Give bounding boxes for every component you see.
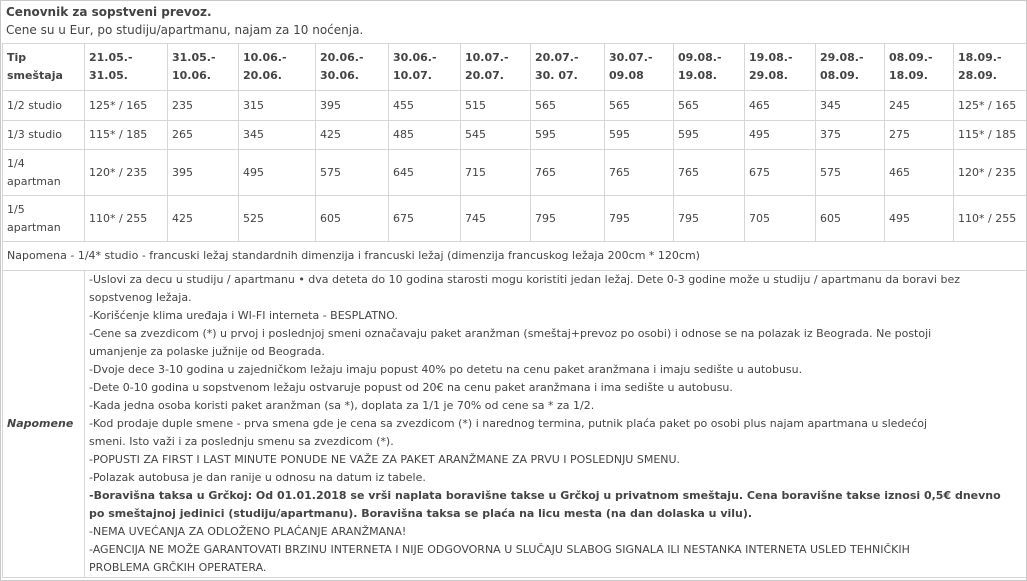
note-line: -Korišćenje klima uređaja i WI-FI interneta - BESPLATNO. — [89, 309, 398, 322]
price-cell: 425 — [316, 121, 389, 150]
period-label: 19.08. — [678, 69, 717, 82]
header-cell-period — [461, 44, 531, 91]
period-label: 29.08. — [749, 69, 788, 82]
price-cell: 465 — [885, 150, 954, 196]
period-label: 18.09.- — [958, 51, 1002, 64]
header-cell-period — [745, 44, 816, 91]
period-label: 10.07.- — [465, 51, 509, 64]
accommodation-type-cell — [3, 196, 85, 242]
price-cell: 645 — [389, 150, 461, 196]
note-line: PROBLEMA GRČKIH OPERATERA. — [89, 561, 267, 574]
price-cell: 565 — [605, 91, 674, 121]
period-label: 28.09. — [958, 69, 997, 82]
price-cell: 245 — [885, 91, 954, 121]
price-cell: 495 — [745, 121, 816, 150]
price-cell: 120* / 235 — [954, 150, 1027, 196]
period-label: 09.08 — [609, 69, 644, 82]
price-cell: 485 — [389, 121, 461, 150]
note-line: -Polazak autobusa je dan ranije u odnosu na datum iz tabele. — [89, 471, 426, 484]
accommodation-type-cell — [3, 121, 85, 150]
price-cell: 595 — [605, 121, 674, 150]
note-line: -Kod prodaje duple smene - prva smena gde je cena sa zvezdicom (*) i narednog termina, putnik plaća paket po osobi plus najam apartmana u sledećoj — [89, 417, 928, 430]
header-type-label: smeštaja — [7, 69, 63, 82]
accommodation-type-label: 1/5 — [7, 202, 25, 216]
header-type-label: Tip — [7, 51, 27, 64]
price-table — [2, 43, 1027, 578]
period-label: 21.05.- — [89, 51, 133, 64]
price-list-subtitle: Cene su u Eur, po studiju/apartmanu, najam za 10 noćenja. — [6, 23, 364, 37]
note-line: smeni. Isto važi i za poslednju smenu sa zvezdicom (*). — [89, 435, 394, 448]
accommodation-type-cell — [3, 91, 85, 121]
price-cell: 115* / 185 — [954, 121, 1027, 150]
note-line: -POPUSTI ZA FIRST I LAST MINUTE PONUDE NE VAŽE ZA PAKET ARANŽMANE ZA PRVU I POSLEDNJU SMENU. — [89, 453, 681, 466]
note-line: umanjenje za polaske južnije od Beograda. — [89, 345, 325, 358]
table-row — [3, 121, 1027, 150]
price-cell: 125* / 165 — [85, 91, 168, 121]
accommodation-type-cell — [3, 150, 85, 196]
header-cell-type — [3, 44, 85, 91]
period-label: 20.06.- — [320, 51, 364, 64]
header-cell-period — [531, 44, 605, 91]
note-line: -AGENCIJA NE MOŽE GARANTOVATI BRZINU INTERNETA I NIJE ODGOVORNA U SLUČAJU SLABOG SIGNALA ILI NESTANKA INTERNETA USLED TEHNIČKIH — [89, 543, 910, 556]
price-cell: 495 — [239, 150, 316, 196]
price-cell: 605 — [816, 196, 885, 242]
period-label: 30.06. — [320, 69, 359, 82]
price-cell: 605 — [316, 196, 389, 242]
price-cell: 795 — [674, 196, 745, 242]
header-cell-period — [316, 44, 389, 91]
price-cell: 675 — [745, 150, 816, 196]
period-label: 30. 07. — [535, 69, 578, 82]
note-line: po smeštajnoj jedinici (studiju/apartmanu). Boravišna taksa se plaća na licu mesta (na dan dolaska u vilu). — [89, 507, 753, 520]
table-footnote-row — [3, 242, 1027, 271]
price-cell: 795 — [531, 196, 605, 242]
price-cell: 745 — [461, 196, 531, 242]
table-header-row — [3, 44, 1027, 91]
price-cell: 125* / 165 — [954, 91, 1027, 121]
price-cell: 345 — [816, 91, 885, 121]
price-cell: 395 — [316, 91, 389, 121]
price-cell: 525 — [239, 196, 316, 242]
header-cell-period — [954, 44, 1027, 91]
price-cell: 315 — [239, 91, 316, 121]
price-cell: 345 — [239, 121, 316, 150]
price-cell: 575 — [316, 150, 389, 196]
price-cell: 565 — [674, 91, 745, 121]
period-label: 08.09.- — [889, 51, 933, 64]
header-cell-period — [239, 44, 316, 91]
period-label: 10.06. — [172, 69, 211, 82]
accommodation-type-label: 1/4 — [7, 156, 25, 170]
header-cell-period — [605, 44, 674, 91]
price-list-title: Cenovnik za sopstveni prevoz. — [6, 5, 212, 19]
period-label: 18.09. — [889, 69, 928, 82]
price-cell: 495 — [885, 196, 954, 242]
header-cell-period — [168, 44, 239, 91]
price-cell: 765 — [531, 150, 605, 196]
note-line: -Boravišna taksa u Grčkoj: Od 01.01.2018 se vrši naplata boravišne takse u Grčkoj u privatnom smeštaju. Cena boravišne takse iznosi 0,5€ dnevno — [89, 489, 1001, 502]
price-cell: 795 — [605, 196, 674, 242]
table-row — [3, 196, 1027, 242]
period-label: 10.06.- — [243, 51, 287, 64]
price-cell: 395 — [168, 150, 239, 196]
price-cell: 705 — [745, 196, 816, 242]
period-label: 20.07. — [465, 69, 504, 82]
price-cell: 110* / 255 — [954, 196, 1027, 242]
price-cell: 375 — [816, 121, 885, 150]
period-label: 10.07. — [393, 69, 432, 82]
price-cell: 115* / 185 — [85, 121, 168, 150]
price-cell: 455 — [389, 91, 461, 121]
period-label: 19.08.- — [749, 51, 793, 64]
note-line: -Dvoje dece 3-10 godina u zajedničkom ležaju imaju popust 40% po detetu na cenu paket aranžmana i imaju sedište u autobusu. — [89, 363, 803, 376]
price-cell: 715 — [461, 150, 531, 196]
note-line: -Uslovi za decu u studiju / apartmanu • dva deteta do 10 godina starosti mogu koristiti jedan ležaj. Dete 0-3 godine može u studiju / apartmanu da boravi bez — [89, 273, 960, 286]
accommodation-type-label: apartman — [7, 220, 61, 234]
note-line: -Dete 0-10 godina u sopstvenom ležaju ostvaruje popust od 20€ na cenu paket aranžmana i ima sedište u autobusu. — [89, 381, 733, 394]
price-cell: 120* / 235 — [85, 150, 168, 196]
note-line: -Cene sa zvezdicom (*) u prvoj i poslednjoj smeni označavaju paket aranžman (smeštaj+prevoz po osobi) i odnose se na polazak iz Beograda. Ne postoji — [89, 327, 932, 340]
price-cell: 235 — [168, 91, 239, 121]
header-cell-period — [816, 44, 885, 91]
period-label: 08.09. — [820, 69, 859, 82]
price-cell: 765 — [605, 150, 674, 196]
note-line: sopstvenog ležaja. — [89, 291, 192, 304]
period-label: 31.05. — [89, 69, 128, 82]
price-cell: 595 — [674, 121, 745, 150]
period-label: 30.06.- — [393, 51, 437, 64]
price-cell: 425 — [168, 196, 239, 242]
notes-row — [3, 271, 1027, 578]
accommodation-type-label: 1/2 studio — [7, 98, 62, 112]
table-row — [3, 150, 1027, 196]
accommodation-type-label: apartman — [7, 174, 61, 188]
period-label: 09.08.- — [678, 51, 722, 64]
note-line: -Kada jedna osoba koristi paket aranžman (sa *), doplata za 1/1 je 70% od cene sa * za 1/2. — [89, 399, 595, 412]
price-cell: 765 — [674, 150, 745, 196]
note-line: -NEMA UVEĆANJA ZA ODLOŽENO PLAĆANJE ARANŽMANA! — [89, 525, 407, 538]
table-footnote: Napomena - 1/4* studio - francuski ležaj standardnih dimenzija i francuski ležaj (dimenzija francuskog ležaja 200cm * 120cm) — [3, 242, 1027, 271]
period-label: 20.06. — [243, 69, 282, 82]
period-label: 20.07.- — [535, 51, 579, 64]
price-cell: 110* / 255 — [85, 196, 168, 242]
header-cell-period — [674, 44, 745, 91]
price-cell: 675 — [389, 196, 461, 242]
notes-content — [85, 271, 1027, 578]
accommodation-type-label: 1/3 studio — [7, 128, 62, 141]
price-cell: 275 — [885, 121, 954, 150]
header-cell-period — [85, 44, 168, 91]
table-row — [3, 91, 1027, 121]
header-cell-period — [885, 44, 954, 91]
notes-label: Napomene — [3, 271, 85, 578]
header-cell-period — [389, 44, 461, 91]
price-cell: 265 — [168, 121, 239, 150]
price-cell: 545 — [461, 121, 531, 150]
period-label: 30.07.- — [609, 51, 653, 64]
price-cell: 515 — [461, 91, 531, 121]
period-label: 31.05.- — [172, 51, 216, 64]
period-label: 29.08.- — [820, 51, 864, 64]
price-cell: 465 — [745, 91, 816, 121]
price-cell: 575 — [816, 150, 885, 196]
price-cell: 565 — [531, 91, 605, 121]
price-cell: 595 — [531, 121, 605, 150]
